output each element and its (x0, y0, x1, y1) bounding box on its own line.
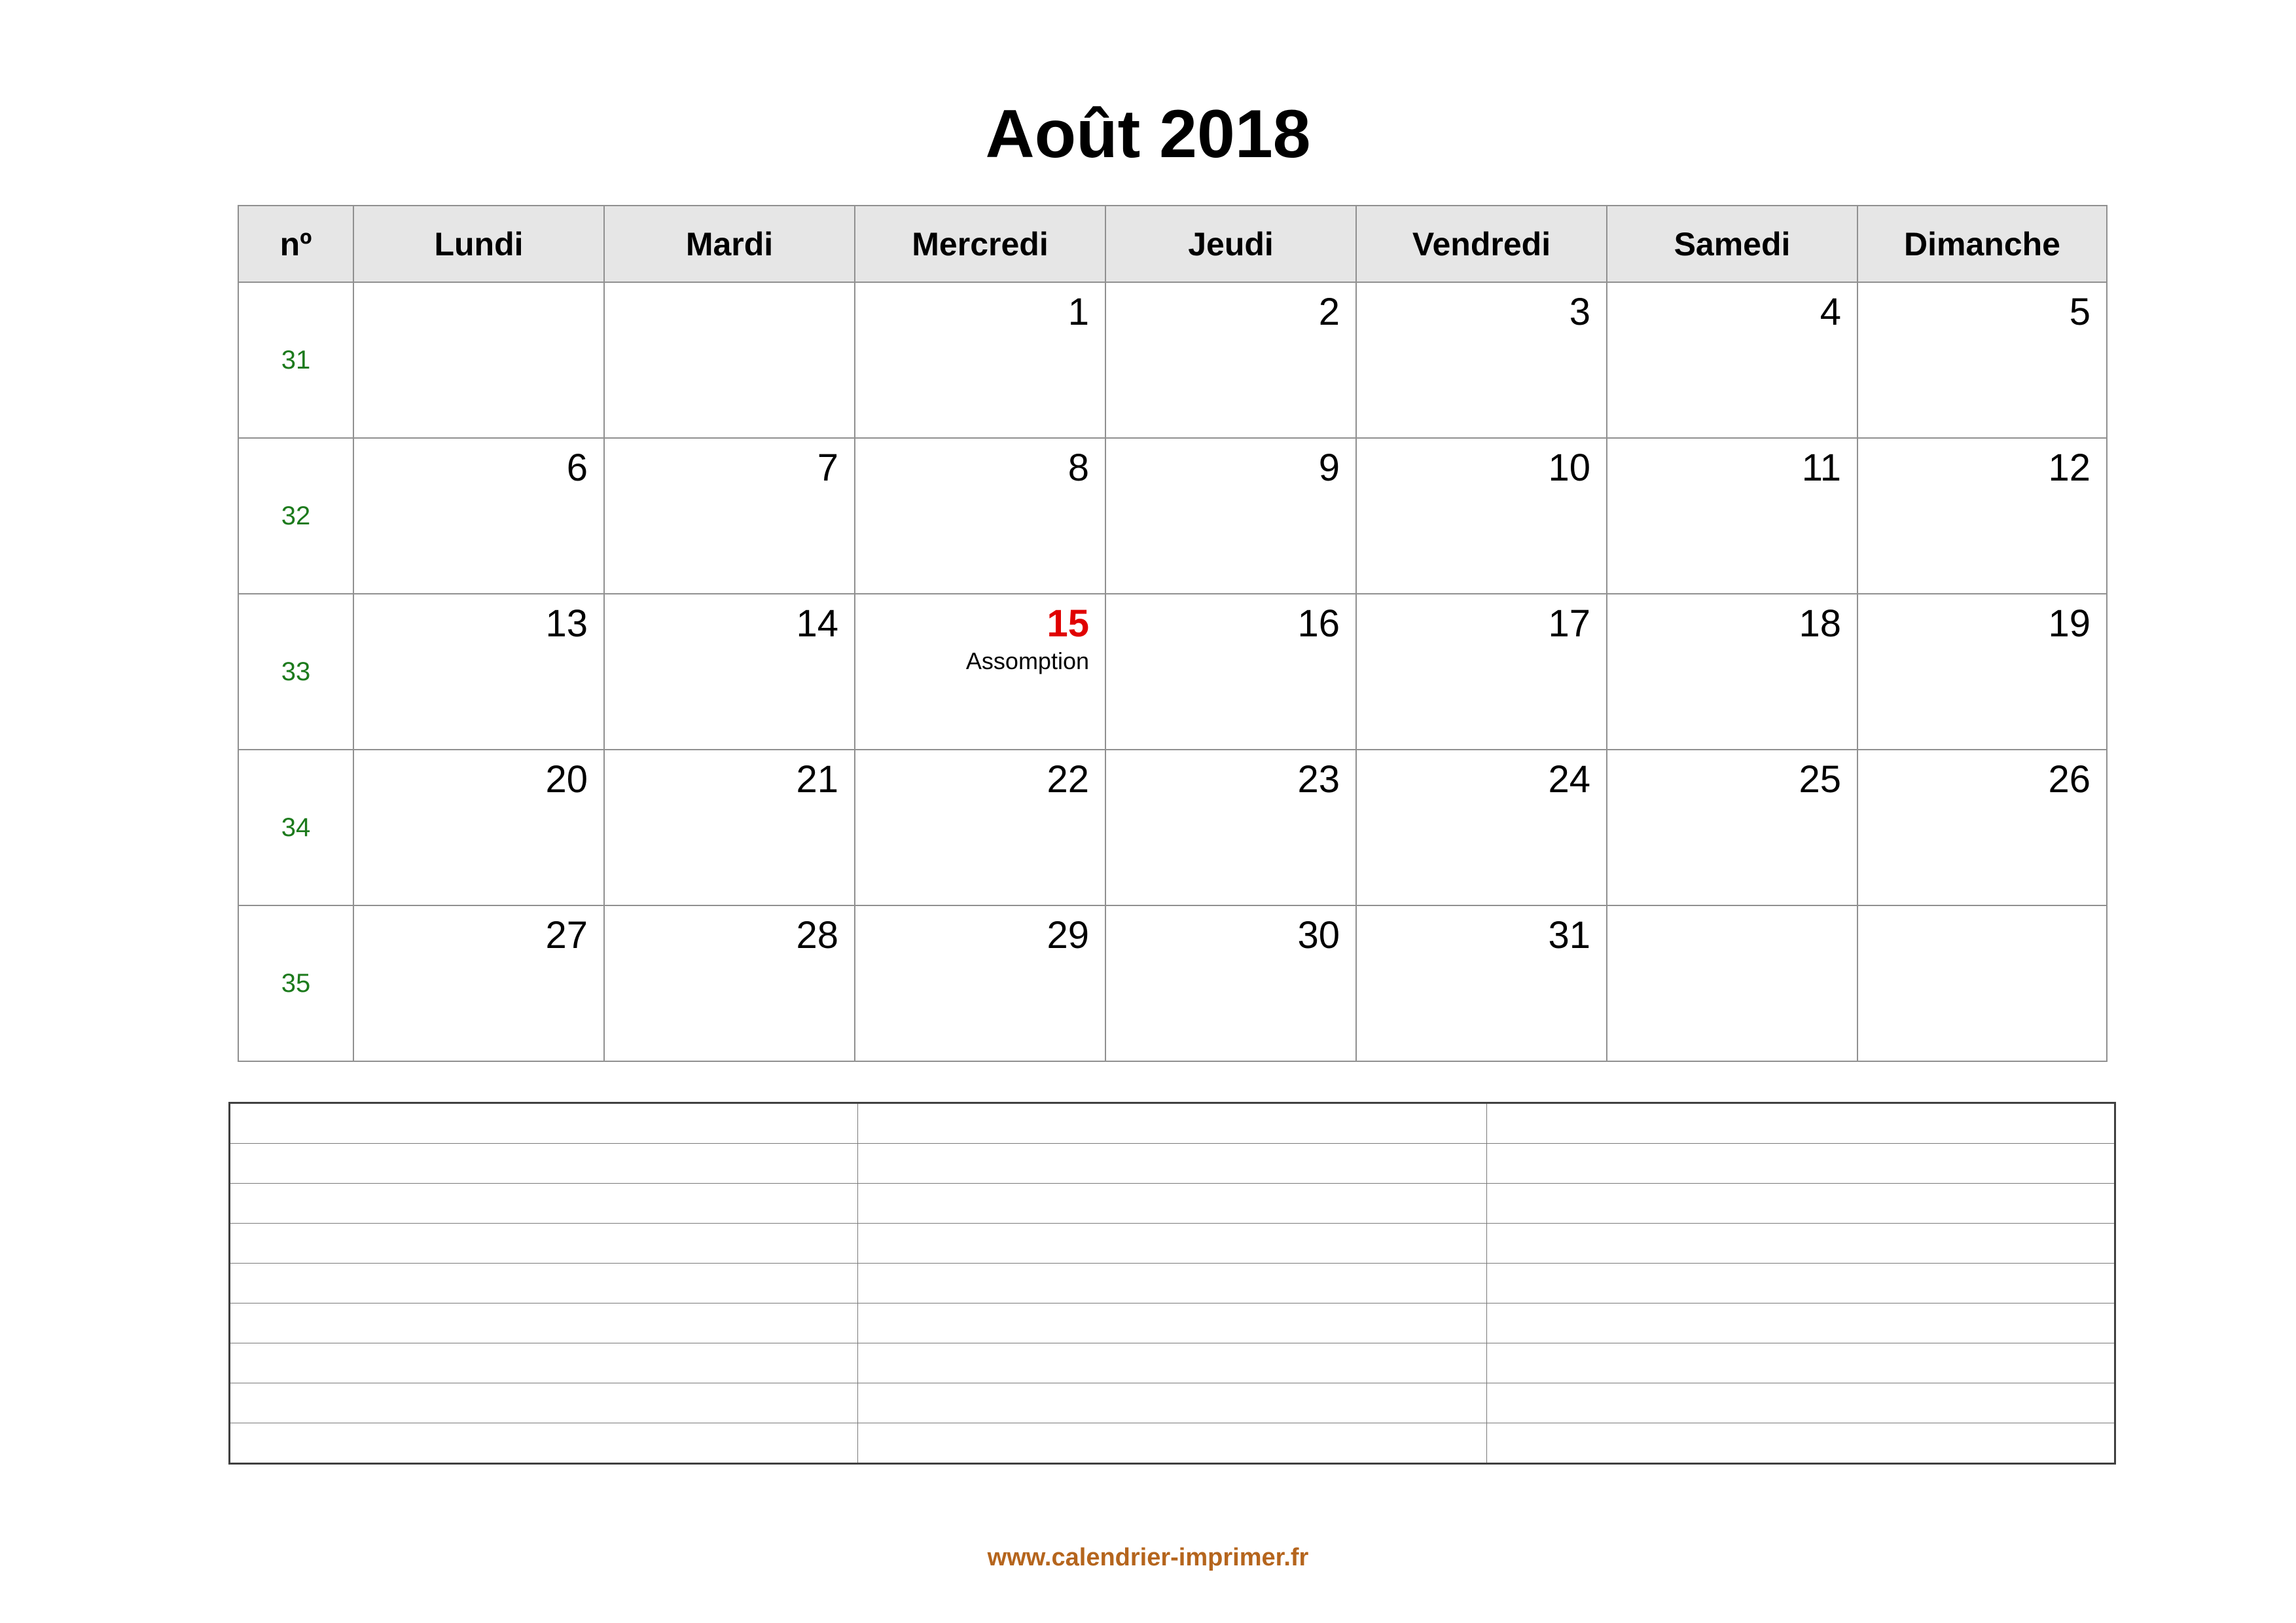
day-cell[interactable] (1857, 438, 2107, 594)
day-cell[interactable] (1857, 594, 2107, 750)
notes-cell[interactable] (230, 1304, 858, 1343)
day-header-samedi: Samedi (1607, 206, 1857, 282)
day-header-lundi: Lundi (353, 206, 604, 282)
page-title: Août 2018 (985, 96, 1311, 172)
day-cell[interactable] (353, 594, 604, 750)
day-cell[interactable] (1105, 905, 1356, 1061)
day-number: 22 (1047, 758, 1089, 801)
day-number: 18 (1799, 602, 1841, 645)
day-number: 12 (2048, 447, 2090, 489)
week-row (238, 594, 2107, 750)
day-cell[interactable] (604, 282, 855, 438)
day-number: 27 (545, 914, 588, 957)
day-number: 5 (2069, 291, 2090, 333)
day-number: 28 (796, 914, 838, 957)
notes-cell[interactable] (858, 1264, 1486, 1304)
notes-row (230, 1264, 2115, 1304)
day-number: 25 (1799, 758, 1841, 801)
notes-cell[interactable] (230, 1144, 858, 1184)
day-number: 19 (2048, 602, 2090, 645)
day-cell[interactable] (353, 438, 604, 594)
notes-cell[interactable] (1486, 1383, 2115, 1423)
notes-cell[interactable] (1486, 1304, 2115, 1343)
day-number: 29 (1047, 914, 1089, 957)
day-cell[interactable] (1356, 282, 1607, 438)
day-header-jeudi: Jeudi (1105, 206, 1356, 282)
notes-cell[interactable] (1486, 1343, 2115, 1383)
day-cell[interactable] (604, 750, 855, 905)
day-number: 7 (817, 447, 838, 489)
notes-cell[interactable] (230, 1383, 858, 1423)
notes-row (230, 1144, 2115, 1184)
day-number: 10 (1548, 447, 1590, 489)
day-number: 24 (1548, 758, 1590, 801)
notes-cell[interactable] (858, 1343, 1486, 1383)
day-header-vendredi: Vendredi (1356, 206, 1607, 282)
day-cell[interactable] (604, 905, 855, 1061)
day-number: 31 (1548, 914, 1590, 957)
day-cell[interactable] (855, 750, 1105, 905)
notes-cell[interactable] (858, 1144, 1486, 1184)
day-number: 11 (1801, 447, 1841, 489)
day-cell[interactable] (604, 438, 855, 594)
day-number: 16 (1297, 602, 1340, 645)
day-number: 20 (545, 758, 588, 801)
notes-cell[interactable] (1486, 1144, 2115, 1184)
day-cell[interactable] (855, 594, 1105, 750)
day-number: 30 (1297, 914, 1340, 957)
notes-cell[interactable] (858, 1304, 1486, 1343)
notes-cell[interactable] (230, 1103, 858, 1144)
day-cell[interactable] (1105, 282, 1356, 438)
day-number: 9 (1318, 447, 1340, 489)
day-cell[interactable] (1356, 438, 1607, 594)
footer-url[interactable]: www.calendrier-imprimer.fr (987, 1544, 1309, 1571)
day-cell[interactable] (1607, 594, 1857, 750)
day-cell[interactable] (353, 905, 604, 1061)
notes-cell[interactable] (1486, 1423, 2115, 1464)
day-cell[interactable] (353, 282, 604, 438)
notes-row (230, 1383, 2115, 1423)
notes-table (228, 1102, 2116, 1465)
notes-cell[interactable] (858, 1423, 1486, 1464)
notes-cell[interactable] (1486, 1103, 2115, 1144)
day-cell[interactable] (855, 438, 1105, 594)
notes-cell[interactable] (1486, 1184, 2115, 1224)
day-number: 3 (1569, 291, 1590, 333)
notes-cell[interactable] (858, 1224, 1486, 1264)
week-number: 32 (238, 438, 353, 594)
day-cell[interactable] (1857, 750, 2107, 905)
notes-row (230, 1103, 2115, 1144)
day-cell[interactable] (1356, 594, 1607, 750)
calendar-table (238, 205, 2108, 1062)
day-cell[interactable] (855, 905, 1105, 1061)
day-number: 17 (1548, 602, 1590, 645)
day-cell[interactable] (1356, 905, 1607, 1061)
day-cell[interactable] (1857, 905, 2107, 1061)
holiday-label: Assomption (965, 647, 1089, 674)
notes-cell[interactable] (858, 1184, 1486, 1224)
notes-cell[interactable] (230, 1224, 858, 1264)
notes-row (230, 1304, 2115, 1343)
day-cell[interactable] (1105, 750, 1356, 905)
day-cell[interactable] (855, 282, 1105, 438)
day-cell[interactable] (1607, 282, 1857, 438)
week-row (238, 905, 2107, 1061)
day-cell[interactable] (1607, 438, 1857, 594)
week-row (238, 750, 2107, 905)
notes-cell[interactable] (230, 1264, 858, 1304)
day-header-dimanche: Dimanche (1857, 206, 2107, 282)
calendar-grid (238, 205, 2106, 1061)
calendar-header-row (238, 206, 2107, 282)
notes-cell[interactable] (230, 1184, 858, 1224)
day-header-mercredi: Mercredi (855, 206, 1105, 282)
day-cell[interactable] (1607, 905, 1857, 1061)
notes-area (228, 1102, 2116, 1449)
notes-cell[interactable] (1486, 1224, 2115, 1264)
day-number: 4 (1820, 291, 1841, 333)
notes-row (230, 1184, 2115, 1224)
notes-row (230, 1423, 2115, 1464)
day-number: 14 (796, 602, 838, 645)
day-cell[interactable] (1607, 750, 1857, 905)
week-number: 31 (238, 282, 353, 438)
week-number: 33 (238, 594, 353, 750)
notes-row (230, 1343, 2115, 1383)
day-cell[interactable] (1105, 594, 1356, 750)
week-row (238, 282, 2107, 438)
day-cell[interactable] (353, 750, 604, 905)
day-number: 13 (545, 602, 588, 645)
week-row (238, 438, 2107, 594)
notes-cell[interactable] (1486, 1264, 2115, 1304)
day-number: 1 (1067, 291, 1089, 333)
notes-cell[interactable] (858, 1383, 1486, 1423)
week-number: 35 (238, 905, 353, 1061)
notes-cell[interactable] (230, 1423, 858, 1464)
day-number: 15 (1047, 602, 1089, 645)
day-cell[interactable] (1857, 282, 2107, 438)
day-cell[interactable] (604, 594, 855, 750)
notes-cell[interactable] (230, 1343, 858, 1383)
notes-row (230, 1224, 2115, 1264)
week-number: 34 (238, 750, 353, 905)
day-number: 23 (1297, 758, 1340, 801)
week-number-header: nº (238, 206, 353, 282)
notes-cell[interactable] (858, 1103, 1486, 1144)
day-header-mardi: Mardi (604, 206, 855, 282)
day-number: 6 (566, 447, 588, 489)
day-cell[interactable] (1356, 750, 1607, 905)
day-cell[interactable] (1105, 438, 1356, 594)
day-number: 8 (1067, 447, 1089, 489)
day-number: 21 (796, 758, 838, 801)
day-number: 26 (2048, 758, 2090, 801)
day-number: 2 (1318, 291, 1340, 333)
